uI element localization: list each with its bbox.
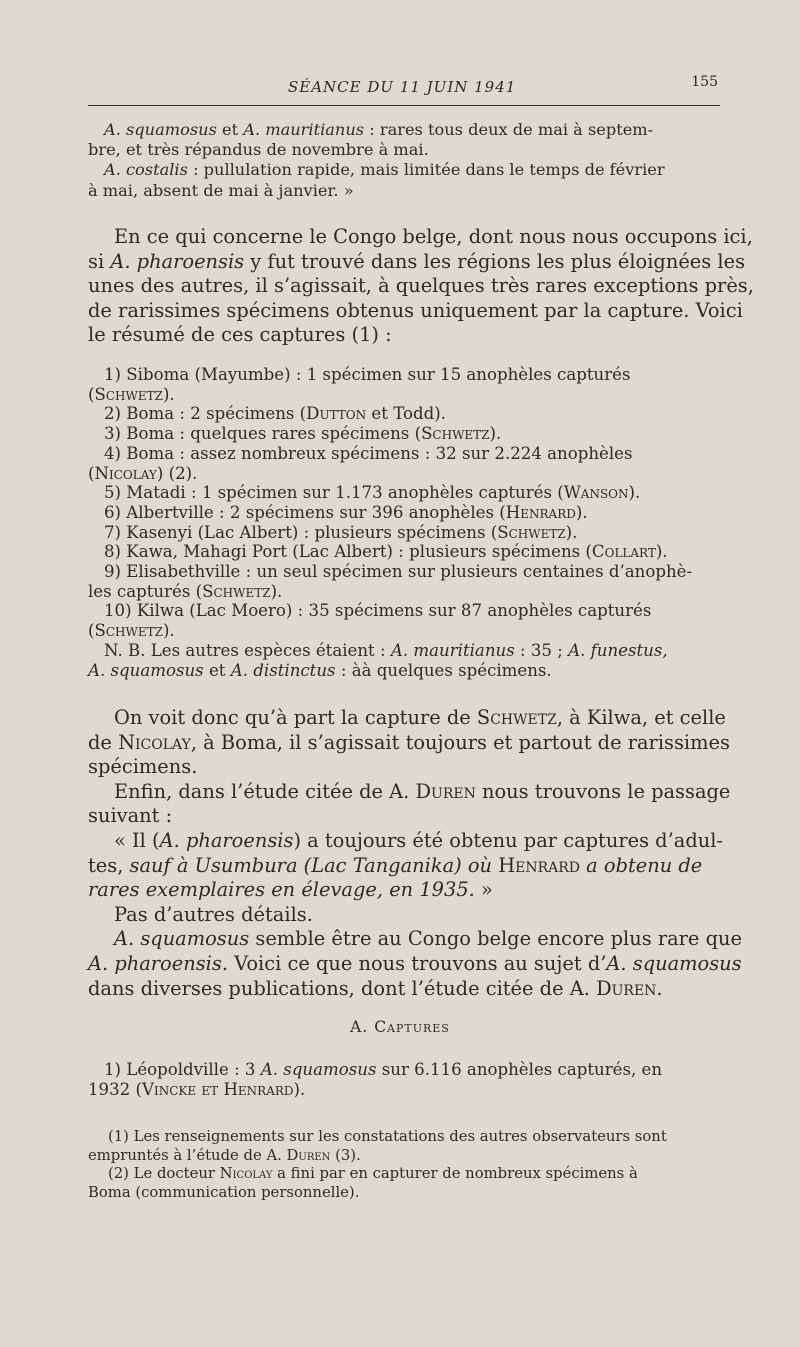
paragraph-line: Enfin, dans l’étude citée de A. Duren nous trouvons le passage: [114, 779, 731, 803]
list-item: 6) Albertville : 2 spécimens sur 396 anophèles (Henrard).: [104, 502, 588, 522]
list-item: les capturés (Schwetz).: [88, 581, 283, 601]
quote-block: [88, 120, 724, 201]
paragraph-line: On voit donc qu’à part la capture de Schwetz, à Kilwa, et celle: [114, 706, 726, 729]
list-item: (Schwetz).: [88, 621, 175, 641]
paragraph-line: Pas d’autres détails.: [114, 902, 313, 926]
footnote-line: (2) Le docteur Nicolay a fini par en capturer de nombreux spécimens à: [108, 1165, 638, 1182]
paragraph-line: spécimens.: [88, 755, 198, 779]
captures-section: [88, 1060, 724, 1099]
paragraph-1: [88, 225, 754, 348]
paragraph-line: le résumé de ces captures (1) :: [88, 323, 392, 347]
footnote-line: empruntés à l’étude de A. Duren (3).: [88, 1146, 361, 1164]
page-number: 155: [691, 74, 718, 90]
list-item: 7) Kasenyi (Lac Albert) : plusieurs spécimens (Schwetz).: [104, 522, 578, 542]
list-item: 9) Elisabethville : un seul spécimen sur plusieurs centaines d’anophè-: [104, 562, 693, 582]
paragraph-line: suivant :: [88, 804, 173, 828]
quote-line: à mai, absent de mai à janvier. »: [88, 180, 354, 200]
paragraph-line: En ce qui concerne le Congo belge, dont nous nous occupons ici,: [114, 225, 753, 248]
list-item: 4) Boma : assez nombreux spécimens : 32 sur 2.224 anophèles: [104, 443, 633, 463]
list-item: 5) Matadi : 1 spécimen sur 1.173 anophèles capturés (Wanson).: [104, 483, 641, 503]
nb-line: N. B. Les autres espèces étaient : A. mauritianus : 35 ; A. funestus,: [104, 640, 668, 660]
list-item: 2) Boma : 2 spécimens (Dutton et Todd).: [104, 404, 446, 424]
paragraph-2: [88, 706, 742, 1001]
paragraph-line: A. squamosus semble être au Congo belge encore plus rare que: [114, 927, 742, 951]
paragraph-line: unes des autres, il s’agissait, à quelques très rares exceptions près,: [88, 274, 754, 298]
paragraph-line: de rarissimes spécimens obtenus uniquement par la capture. Voici: [88, 298, 743, 322]
section-heading: A. Captures: [350, 1018, 450, 1036]
list-item: 3) Boma : quelques rares spécimens (Schwetz).: [104, 424, 502, 444]
paragraph-line: A. pharoensis. Voici ce que nous trouvons au sujet d’A. squamosus: [88, 951, 742, 975]
list-item: 1) Léopoldville : 3 A. squamosus sur 6.116 anophèles capturés, en: [104, 1060, 663, 1079]
captures-list: [88, 365, 724, 680]
running-header: [88, 74, 718, 102]
list-item: 8) Kawa, Mahagi Port (Lac Albert) : plusieurs spécimens (Collart).: [104, 542, 668, 562]
quote-line: A. squamosus et A. mauritianus : rares tous deux de mai à septem-: [104, 120, 654, 139]
header-rule: [88, 105, 720, 106]
paragraph-line: de Nicolay, à Boma, il s’agissait toujours et partout de rarissimes: [88, 730, 730, 754]
paragraph-line: si A. pharoensis y fut trouvé dans les régions les plus éloignées les: [88, 249, 746, 273]
paragraph-line: dans diverses publications, dont l’étude citée de A. Duren.: [88, 976, 663, 1000]
list-item: 1) Siboma (Mayumbe) : 1 spécimen sur 15 anophèles capturés: [104, 365, 631, 384]
header-title: SÉANCE DU 11 JUIN 1941: [288, 78, 517, 96]
footnote-line: Boma (communication personnelle).: [88, 1183, 360, 1201]
quote-line: rares exemplaires en élevage, en 1935. »: [88, 878, 493, 902]
quote-line: bre, et très répandus de novembre à mai.: [88, 140, 429, 160]
quote-line: « Il (A. pharoensis) a toujours été obtenu par captures d’adul-: [114, 828, 723, 852]
list-item: 1932 (Vincke et Henrard).: [88, 1079, 306, 1099]
nb-line: A. squamosus et A. distinctus : àà quelques spécimens.: [88, 660, 552, 680]
footnotes: [88, 1128, 724, 1202]
quote-line: A. costalis : pullulation rapide, mais limitée dans le temps de février: [104, 160, 665, 180]
list-item: 10) Kilwa (Lac Moero) : 35 spécimens sur 87 anophèles capturés: [104, 601, 652, 621]
list-item: (Schwetz).: [88, 384, 175, 404]
quote-line: tes, sauf à Usumbura (Lac Tanganika) où Henrard a obtenu de: [88, 853, 703, 877]
footnote-line: (1) Les renseignements sur les constatations des autres observateurs sont: [108, 1128, 667, 1145]
list-item: (Nicolay) (2).: [88, 463, 198, 483]
